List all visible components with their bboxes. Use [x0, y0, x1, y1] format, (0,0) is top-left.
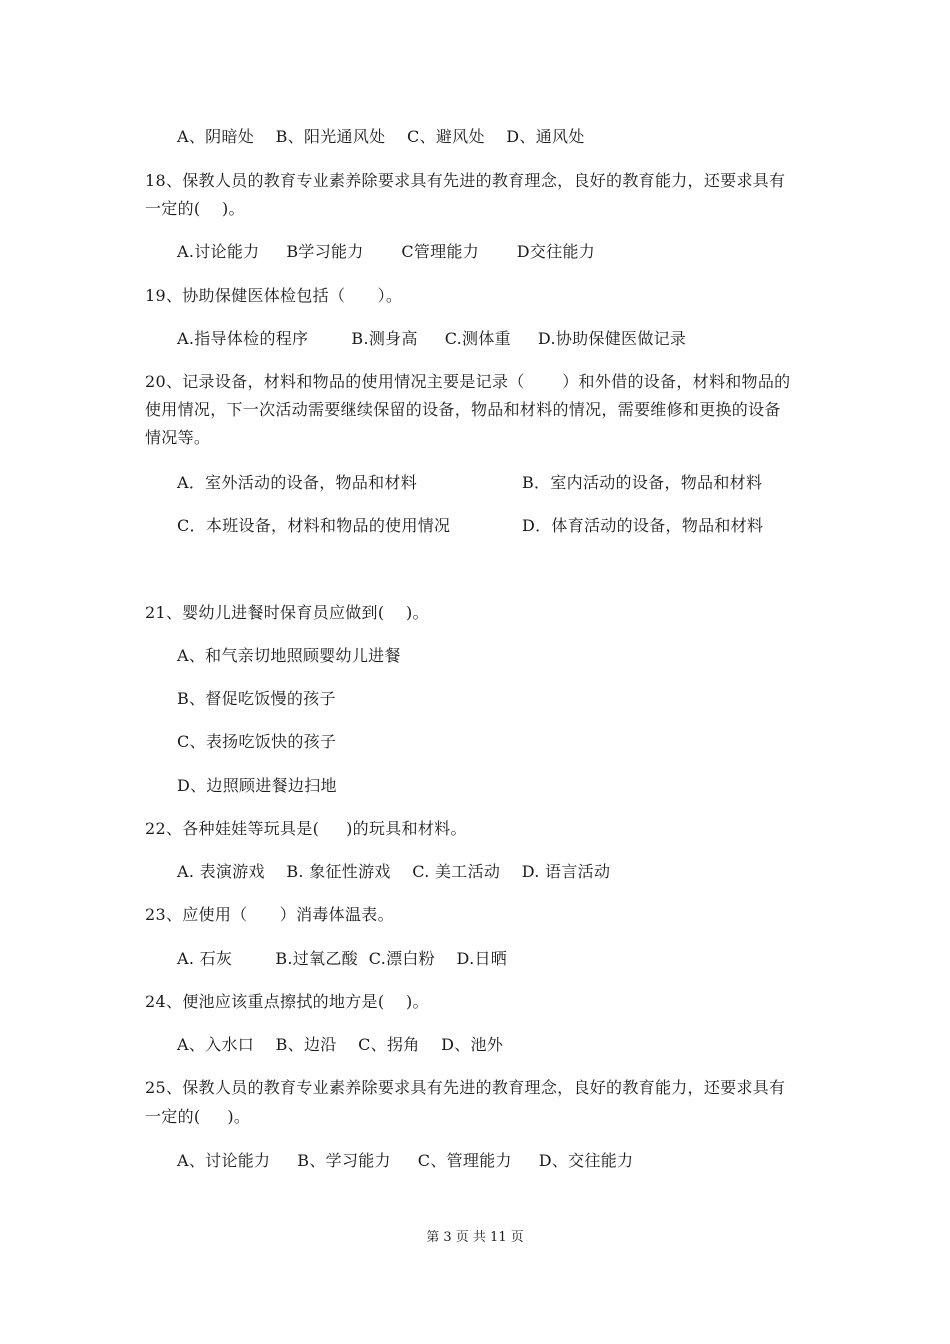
- q25-stem-line-2: 一定的( )。: [145, 1107, 251, 1126]
- q19-options: A.指导体检的程序 B.测身高 C.测体重 D.协助保健医做记录: [177, 329, 687, 348]
- q18-options: A.讨论能力 B学习能力 C管理能力 D交往能力: [177, 242, 596, 261]
- q20-option-b: B．室内活动的设备，物品和材料: [522, 473, 763, 492]
- q21-option-a: A、和气亲切地照顾婴幼儿进餐: [177, 646, 401, 665]
- q21-stem: 21、婴幼儿进餐时保育员应做到( )。: [145, 603, 429, 622]
- q20-stem-line-1: 20、记录设备，材料和物品的使用情况主要是记录（ ）和外借的设备，材料和物品的: [145, 372, 791, 391]
- q25-options: A、讨论能力 B、学习能力 C、管理能力 D、交往能力: [177, 1151, 634, 1170]
- q25-stem-line-1: 25、保教人员的教育专业素养除要求具有先进的教育理念，良好的教育能力，还要求具有: [145, 1078, 786, 1097]
- q23-options: A. 石灰 B.过氧乙酸 C.漂白粉 D.日晒: [177, 949, 508, 968]
- q17-options: A、阴暗处 B、阳光通风处 C、避风处 D、通风处: [177, 127, 585, 146]
- q20-stem-line-3: 情况等。: [145, 428, 211, 447]
- q21-option-b: B、督促吃饭慢的孩子: [177, 689, 336, 708]
- q23-stem: 23、应使用（ ）消毒体温表。: [145, 905, 394, 924]
- q18-stem-line-2: 一定的( )。: [145, 199, 245, 218]
- q21-option-d: D、边照顾进餐边扫地: [177, 776, 337, 795]
- q22-stem: 22、各种娃娃等玩具是( )的玩具和材料。: [145, 819, 467, 838]
- q20-option-d: D．体育活动的设备，物品和材料: [522, 516, 764, 535]
- q24-stem: 24、便池应该重点擦拭的地方是( )。: [145, 992, 429, 1011]
- q18-stem-line-1: 18、保教人员的教育专业素养除要求具有先进的教育理念，良好的教育能力，还要求具有: [145, 171, 786, 190]
- page-footer: 第 3 页 共 11 页: [426, 1230, 524, 1245]
- q24-options: A、入水口 B、边沿 C、拐角 D、池外: [177, 1035, 504, 1054]
- q21-option-c: C、表扬吃饭快的孩子: [177, 732, 337, 751]
- q20-stem-line-2: 使用情况，下一次活动需要继续保留的设备，物品和材料的情况，需要维修和更换的设备: [145, 400, 781, 419]
- q19-stem: 19、协助保健医体检包括（ ）。: [145, 286, 403, 305]
- q22-options: A. 表演游戏 B. 象征性游戏 C. 美工活动 D. 语言活动: [177, 862, 611, 881]
- q20-option-c: C．本班设备，材料和物品的使用情况: [177, 516, 451, 535]
- q20-option-a: A．室外活动的设备，物品和材料: [177, 473, 418, 492]
